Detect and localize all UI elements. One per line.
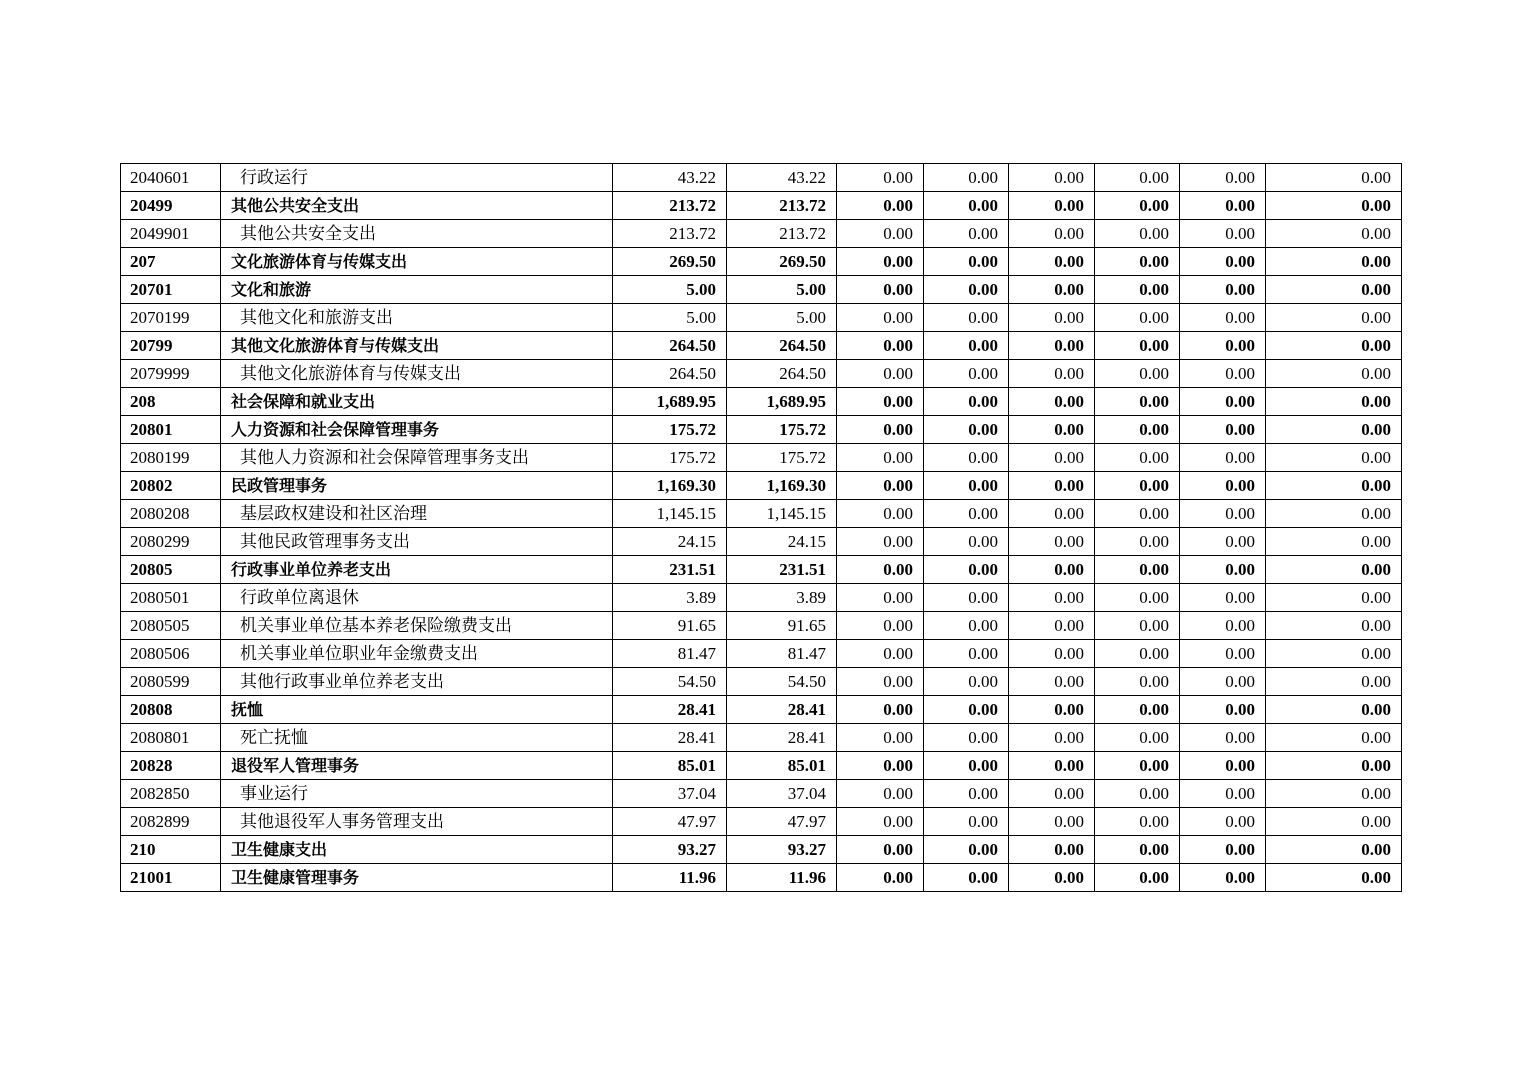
amount-cell: 0.00 (1095, 864, 1180, 892)
amount-cell: 0.00 (837, 556, 924, 584)
subject-name-cell: 其他公共安全支出 (221, 220, 613, 248)
amount-cell: 0.00 (837, 752, 924, 780)
amount-cell: 0.00 (837, 332, 924, 360)
amount-cell: 0.00 (1180, 388, 1266, 416)
table-row-category (121, 556, 1402, 584)
amount-cell: 0.00 (837, 248, 924, 276)
table-row (121, 220, 1402, 248)
amount-cell: 175.72 (727, 444, 837, 472)
subject-name-cell: 基层政权建设和社区治理 (221, 500, 613, 528)
amount-cell: 0.00 (1095, 640, 1180, 668)
amount-cell: 0.00 (1180, 780, 1266, 808)
amount-cell: 0.00 (1266, 276, 1402, 304)
amount-cell: 0.00 (837, 472, 924, 500)
amount-cell: 0.00 (924, 640, 1009, 668)
amount-cell: 0.00 (1180, 528, 1266, 556)
amount-cell: 0.00 (924, 696, 1009, 724)
amount-cell: 0.00 (1009, 472, 1095, 500)
subject-code-cell: 208 (121, 388, 221, 416)
amount-cell: 0.00 (1009, 696, 1095, 724)
amount-cell: 0.00 (1009, 584, 1095, 612)
amount-cell: 0.00 (1009, 416, 1095, 444)
amount-cell: 0.00 (1266, 752, 1402, 780)
table-row-category (121, 332, 1402, 360)
subject-code-cell: 2080801 (121, 724, 221, 752)
amount-cell: 0.00 (1266, 836, 1402, 864)
amount-cell: 5.00 (727, 304, 837, 332)
amount-cell: 43.22 (613, 164, 727, 192)
amount-cell: 0.00 (837, 668, 924, 696)
amount-cell: 0.00 (1180, 836, 1266, 864)
amount-cell: 0.00 (1266, 584, 1402, 612)
amount-cell: 0.00 (837, 360, 924, 388)
amount-cell: 0.00 (1266, 696, 1402, 724)
table-row (121, 612, 1402, 640)
subject-name-cell: 文化旅游体育与传媒支出 (221, 248, 613, 276)
amount-cell: 0.00 (1180, 556, 1266, 584)
amount-cell: 0.00 (1095, 332, 1180, 360)
amount-cell: 0.00 (924, 220, 1009, 248)
subject-code-cell: 2080599 (121, 668, 221, 696)
amount-cell: 0.00 (837, 584, 924, 612)
amount-cell: 269.50 (727, 248, 837, 276)
amount-cell: 0.00 (1095, 304, 1180, 332)
amount-cell: 0.00 (837, 276, 924, 304)
amount-cell: 0.00 (1009, 500, 1095, 528)
amount-cell: 0.00 (1266, 864, 1402, 892)
amount-cell: 231.51 (613, 556, 727, 584)
amount-cell: 0.00 (1180, 724, 1266, 752)
table-row-category (121, 276, 1402, 304)
amount-cell: 0.00 (1266, 388, 1402, 416)
amount-cell: 1,689.95 (613, 388, 727, 416)
table-row-category (121, 752, 1402, 780)
table-row (121, 500, 1402, 528)
table-row-category (121, 248, 1402, 276)
amount-cell: 0.00 (924, 164, 1009, 192)
amount-cell: 0.00 (837, 780, 924, 808)
amount-cell: 1,145.15 (613, 500, 727, 528)
table-row-category (121, 192, 1402, 220)
amount-cell: 0.00 (1266, 248, 1402, 276)
amount-cell: 0.00 (924, 192, 1009, 220)
amount-cell: 0.00 (924, 528, 1009, 556)
amount-cell: 0.00 (1095, 416, 1180, 444)
amount-cell: 0.00 (1009, 388, 1095, 416)
amount-cell: 91.65 (613, 612, 727, 640)
amount-cell: 0.00 (1266, 808, 1402, 836)
amount-cell: 1,169.30 (613, 472, 727, 500)
subject-name-cell: 其他文化旅游体育与传媒支出 (221, 360, 613, 388)
amount-cell: 175.72 (613, 416, 727, 444)
table-row (121, 304, 1402, 332)
amount-cell: 0.00 (1180, 808, 1266, 836)
amount-cell: 213.72 (727, 192, 837, 220)
amount-cell: 0.00 (1266, 640, 1402, 668)
subject-name-cell: 其他退役军人事务管理支出 (221, 808, 613, 836)
amount-cell: 0.00 (1009, 752, 1095, 780)
amount-cell: 0.00 (1095, 780, 1180, 808)
amount-cell: 0.00 (837, 444, 924, 472)
amount-cell: 0.00 (1009, 864, 1095, 892)
amount-cell: 85.01 (727, 752, 837, 780)
amount-cell: 0.00 (1009, 360, 1095, 388)
amount-cell: 0.00 (924, 836, 1009, 864)
amount-cell: 0.00 (837, 304, 924, 332)
subject-name-cell: 行政事业单位养老支出 (221, 556, 613, 584)
subject-name-cell: 事业运行 (221, 780, 613, 808)
amount-cell: 0.00 (837, 724, 924, 752)
amount-cell: 0.00 (924, 780, 1009, 808)
amount-cell: 81.47 (613, 640, 727, 668)
amount-cell: 0.00 (837, 192, 924, 220)
amount-cell: 0.00 (837, 220, 924, 248)
amount-cell: 0.00 (1095, 164, 1180, 192)
amount-cell: 0.00 (1095, 528, 1180, 556)
subject-name-cell: 人力资源和社会保障管理事务 (221, 416, 613, 444)
amount-cell: 0.00 (924, 276, 1009, 304)
amount-cell: 0.00 (1266, 220, 1402, 248)
subject-code-cell: 20499 (121, 192, 221, 220)
amount-cell: 0.00 (1095, 724, 1180, 752)
table-row-category (121, 388, 1402, 416)
amount-cell: 175.72 (727, 416, 837, 444)
amount-cell: 0.00 (837, 836, 924, 864)
amount-cell: 0.00 (1009, 780, 1095, 808)
amount-cell: 0.00 (1180, 472, 1266, 500)
amount-cell: 0.00 (1095, 220, 1180, 248)
amount-cell: 0.00 (924, 808, 1009, 836)
subject-name-cell: 退役军人管理事务 (221, 752, 613, 780)
amount-cell: 269.50 (613, 248, 727, 276)
amount-cell: 54.50 (727, 668, 837, 696)
subject-code-cell: 2049901 (121, 220, 221, 248)
amount-cell: 0.00 (1180, 696, 1266, 724)
amount-cell: 85.01 (613, 752, 727, 780)
subject-name-cell: 抚恤 (221, 696, 613, 724)
amount-cell: 264.50 (613, 360, 727, 388)
table-row (121, 668, 1402, 696)
amount-cell: 0.00 (924, 416, 1009, 444)
subject-name-cell: 卫生健康支出 (221, 836, 613, 864)
table-row (121, 780, 1402, 808)
amount-cell: 0.00 (1180, 444, 1266, 472)
amount-cell: 0.00 (837, 864, 924, 892)
amount-cell: 11.96 (727, 864, 837, 892)
amount-cell: 0.00 (1180, 416, 1266, 444)
amount-cell: 0.00 (1009, 220, 1095, 248)
subject-code-cell: 2082850 (121, 780, 221, 808)
amount-cell: 0.00 (1180, 360, 1266, 388)
amount-cell: 0.00 (924, 584, 1009, 612)
amount-cell: 0.00 (1180, 752, 1266, 780)
subject-code-cell: 20799 (121, 332, 221, 360)
amount-cell: 0.00 (924, 360, 1009, 388)
amount-cell: 213.72 (613, 192, 727, 220)
amount-cell: 28.41 (727, 724, 837, 752)
amount-cell: 0.00 (1009, 304, 1095, 332)
table-row-category (121, 836, 1402, 864)
subject-name-cell: 其他行政事业单位养老支出 (221, 668, 613, 696)
subject-name-cell: 其他文化和旅游支出 (221, 304, 613, 332)
subject-name-cell: 其他文化旅游体育与传媒支出 (221, 332, 613, 360)
amount-cell: 37.04 (727, 780, 837, 808)
amount-cell: 0.00 (1180, 584, 1266, 612)
amount-cell: 0.00 (1095, 612, 1180, 640)
amount-cell: 28.41 (727, 696, 837, 724)
table-body (121, 164, 1402, 892)
table-row (121, 164, 1402, 192)
amount-cell: 0.00 (924, 304, 1009, 332)
amount-cell: 0.00 (1095, 388, 1180, 416)
amount-cell: 5.00 (727, 276, 837, 304)
amount-cell: 0.00 (837, 388, 924, 416)
amount-cell: 0.00 (924, 444, 1009, 472)
amount-cell: 43.22 (727, 164, 837, 192)
amount-cell: 0.00 (1009, 640, 1095, 668)
amount-cell: 0.00 (1266, 668, 1402, 696)
subject-name-cell: 民政管理事务 (221, 472, 613, 500)
amount-cell: 11.96 (613, 864, 727, 892)
amount-cell: 0.00 (1095, 584, 1180, 612)
amount-cell: 0.00 (1095, 836, 1180, 864)
amount-cell: 264.50 (727, 332, 837, 360)
amount-cell: 81.47 (727, 640, 837, 668)
amount-cell: 91.65 (727, 612, 837, 640)
amount-cell: 0.00 (1180, 332, 1266, 360)
amount-cell: 0.00 (1266, 332, 1402, 360)
amount-cell: 264.50 (727, 360, 837, 388)
amount-cell: 0.00 (837, 500, 924, 528)
amount-cell: 93.27 (613, 836, 727, 864)
amount-cell: 0.00 (1266, 528, 1402, 556)
subject-code-cell: 2040601 (121, 164, 221, 192)
amount-cell: 0.00 (1180, 248, 1266, 276)
amount-cell: 3.89 (727, 584, 837, 612)
amount-cell: 0.00 (1180, 668, 1266, 696)
amount-cell: 24.15 (727, 528, 837, 556)
amount-cell: 0.00 (1095, 668, 1180, 696)
subject-code-cell: 2079999 (121, 360, 221, 388)
amount-cell: 0.00 (1180, 500, 1266, 528)
amount-cell: 0.00 (924, 556, 1009, 584)
amount-cell: 0.00 (1009, 528, 1095, 556)
amount-cell: 0.00 (1009, 332, 1095, 360)
table-row (121, 444, 1402, 472)
subject-name-cell: 卫生健康管理事务 (221, 864, 613, 892)
amount-cell: 0.00 (1266, 164, 1402, 192)
amount-cell: 213.72 (613, 220, 727, 248)
amount-cell: 0.00 (1009, 836, 1095, 864)
amount-cell: 0.00 (1266, 780, 1402, 808)
amount-cell: 0.00 (1266, 500, 1402, 528)
amount-cell: 0.00 (1009, 808, 1095, 836)
subject-code-cell: 20701 (121, 276, 221, 304)
amount-cell: 0.00 (924, 248, 1009, 276)
amount-cell: 0.00 (1180, 164, 1266, 192)
amount-cell: 0.00 (1180, 864, 1266, 892)
amount-cell: 0.00 (924, 612, 1009, 640)
amount-cell: 0.00 (1180, 304, 1266, 332)
amount-cell: 0.00 (837, 640, 924, 668)
amount-cell: 0.00 (837, 808, 924, 836)
amount-cell: 24.15 (613, 528, 727, 556)
amount-cell: 0.00 (924, 500, 1009, 528)
subject-code-cell: 2082899 (121, 808, 221, 836)
amount-cell: 0.00 (1180, 220, 1266, 248)
subject-name-cell: 死亡抚恤 (221, 724, 613, 752)
amount-cell: 93.27 (727, 836, 837, 864)
amount-cell: 0.00 (837, 612, 924, 640)
amount-cell: 0.00 (924, 724, 1009, 752)
table-row (121, 360, 1402, 388)
amount-cell: 5.00 (613, 304, 727, 332)
subject-code-cell: 21001 (121, 864, 221, 892)
amount-cell: 0.00 (1009, 556, 1095, 584)
amount-cell: 3.89 (613, 584, 727, 612)
amount-cell: 0.00 (924, 668, 1009, 696)
subject-code-cell: 20828 (121, 752, 221, 780)
subject-code-cell: 2080299 (121, 528, 221, 556)
amount-cell: 0.00 (1266, 416, 1402, 444)
subject-name-cell: 行政运行 (221, 164, 613, 192)
amount-cell: 0.00 (1266, 612, 1402, 640)
table-row (121, 640, 1402, 668)
amount-cell: 0.00 (837, 416, 924, 444)
amount-cell: 231.51 (727, 556, 837, 584)
subject-code-cell: 2070199 (121, 304, 221, 332)
amount-cell: 47.97 (727, 808, 837, 836)
amount-cell: 0.00 (837, 164, 924, 192)
amount-cell: 0.00 (1095, 360, 1180, 388)
subject-name-cell: 其他公共安全支出 (221, 192, 613, 220)
subject-code-cell: 2080501 (121, 584, 221, 612)
amount-cell: 1,689.95 (727, 388, 837, 416)
subject-name-cell: 社会保障和就业支出 (221, 388, 613, 416)
subject-name-cell: 行政单位离退休 (221, 584, 613, 612)
amount-cell: 0.00 (1095, 556, 1180, 584)
amount-cell: 47.97 (613, 808, 727, 836)
subject-name-cell: 其他民政管理事务支出 (221, 528, 613, 556)
table-row (121, 528, 1402, 556)
subject-code-cell: 20808 (121, 696, 221, 724)
amount-cell: 0.00 (924, 864, 1009, 892)
subject-code-cell: 210 (121, 836, 221, 864)
amount-cell: 0.00 (1266, 472, 1402, 500)
amount-cell: 264.50 (613, 332, 727, 360)
amount-cell: 1,169.30 (727, 472, 837, 500)
subject-name-cell: 其他人力资源和社会保障管理事务支出 (221, 444, 613, 472)
subject-name-cell: 机关事业单位职业年金缴费支出 (221, 640, 613, 668)
subject-code-cell: 20801 (121, 416, 221, 444)
amount-cell: 0.00 (1095, 276, 1180, 304)
amount-cell: 0.00 (1266, 444, 1402, 472)
amount-cell: 0.00 (1009, 612, 1095, 640)
subject-code-cell: 20802 (121, 472, 221, 500)
table-row-category (121, 472, 1402, 500)
subject-name-cell: 文化和旅游 (221, 276, 613, 304)
amount-cell: 0.00 (1009, 248, 1095, 276)
amount-cell: 175.72 (613, 444, 727, 472)
amount-cell: 0.00 (1266, 192, 1402, 220)
table-row-category (121, 696, 1402, 724)
amount-cell: 0.00 (1009, 276, 1095, 304)
amount-cell: 0.00 (1266, 556, 1402, 584)
amount-cell: 0.00 (1180, 276, 1266, 304)
amount-cell: 0.00 (924, 388, 1009, 416)
amount-cell: 0.00 (1009, 164, 1095, 192)
subject-code-cell: 20805 (121, 556, 221, 584)
subject-code-cell: 2080208 (121, 500, 221, 528)
amount-cell: 28.41 (613, 724, 727, 752)
amount-cell: 0.00 (1009, 724, 1095, 752)
amount-cell: 0.00 (837, 528, 924, 556)
amount-cell: 0.00 (1266, 304, 1402, 332)
amount-cell: 0.00 (924, 332, 1009, 360)
table-row-category (121, 416, 1402, 444)
amount-cell: 28.41 (613, 696, 727, 724)
amount-cell: 54.50 (613, 668, 727, 696)
subject-code-cell: 2080506 (121, 640, 221, 668)
table-row (121, 808, 1402, 836)
subject-code-cell: 2080199 (121, 444, 221, 472)
subject-code-cell: 2080505 (121, 612, 221, 640)
table-row (121, 584, 1402, 612)
amount-cell: 0.00 (1095, 192, 1180, 220)
table-row-category (121, 864, 1402, 892)
amount-cell: 0.00 (837, 696, 924, 724)
amount-cell: 0.00 (1266, 724, 1402, 752)
amount-cell: 0.00 (1095, 472, 1180, 500)
amount-cell: 0.00 (1095, 248, 1180, 276)
table-row (121, 724, 1402, 752)
amount-cell: 0.00 (1095, 500, 1180, 528)
amount-cell: 37.04 (613, 780, 727, 808)
subject-name-cell: 机关事业单位基本养老保险缴费支出 (221, 612, 613, 640)
amount-cell: 0.00 (924, 752, 1009, 780)
budget-expenditure-table (120, 163, 1402, 892)
amount-cell: 0.00 (1009, 668, 1095, 696)
amount-cell: 5.00 (613, 276, 727, 304)
amount-cell: 0.00 (1095, 696, 1180, 724)
amount-cell: 0.00 (1095, 752, 1180, 780)
amount-cell: 0.00 (1180, 612, 1266, 640)
amount-cell: 0.00 (1009, 444, 1095, 472)
amount-cell: 213.72 (727, 220, 837, 248)
amount-cell: 0.00 (1009, 192, 1095, 220)
amount-cell: 0.00 (1180, 192, 1266, 220)
amount-cell: 0.00 (1266, 360, 1402, 388)
subject-code-cell: 207 (121, 248, 221, 276)
amount-cell: 0.00 (924, 472, 1009, 500)
amount-cell: 1,145.15 (727, 500, 837, 528)
amount-cell: 0.00 (1095, 808, 1180, 836)
amount-cell: 0.00 (1180, 640, 1266, 668)
amount-cell: 0.00 (1095, 444, 1180, 472)
